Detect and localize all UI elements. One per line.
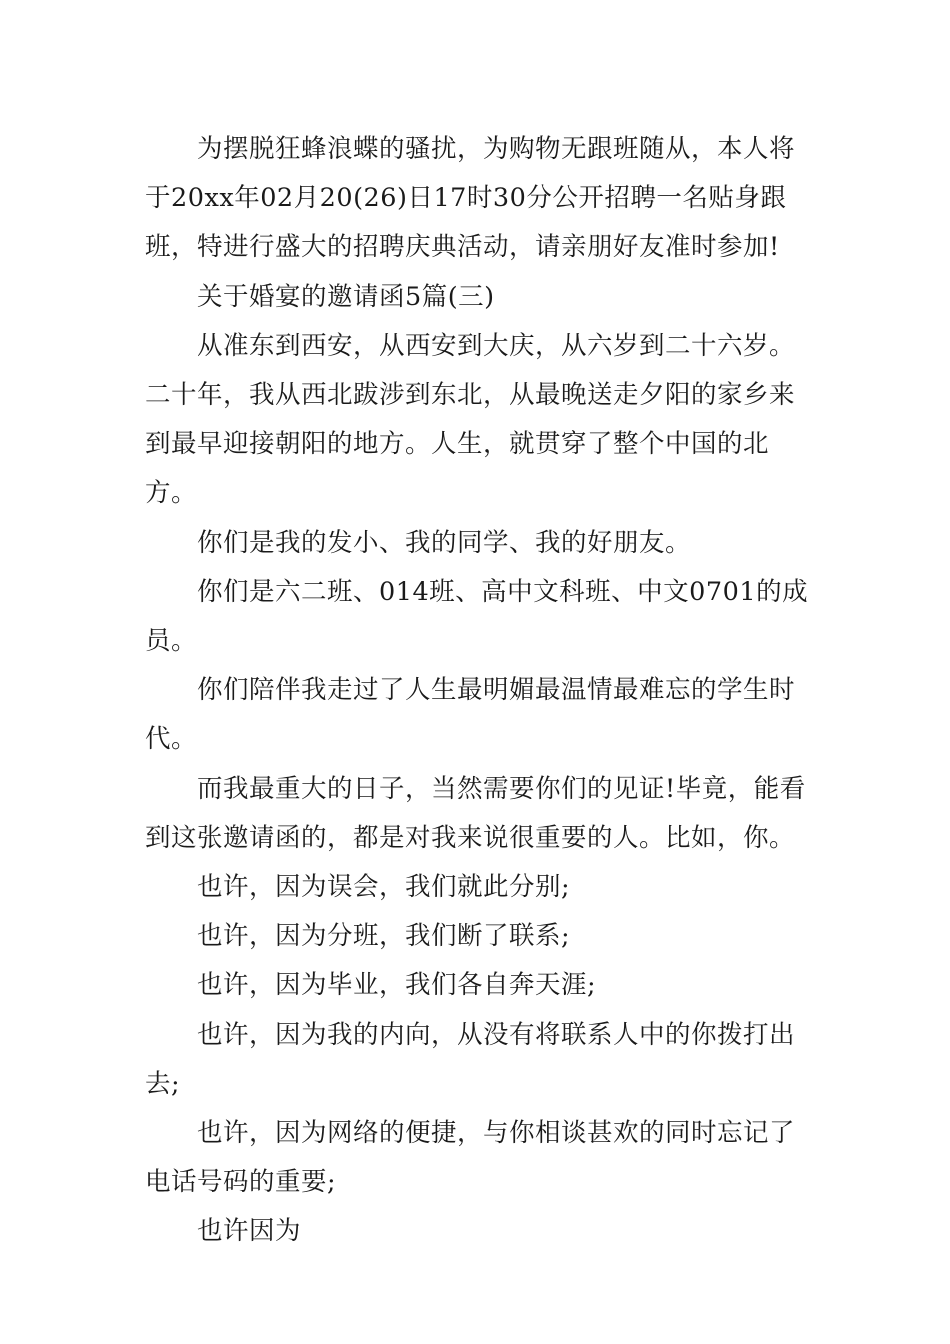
paragraph-journey: 从准东到西安，从西安到大庆，从六岁到二十六岁。二十年，我从西北跋涉到东北，从最晚送走夕阳的家乡来到最早迎接朝阳的地方。人生，就贯穿了整个中国的北方。 <box>145 330 796 509</box>
paragraph-maybe-class-split: 也许，因为分班，我们断了联系; <box>197 921 571 952</box>
paragraph-maybe-graduation: 也许，因为毕业，我们各自奔天涯; <box>197 970 597 1001</box>
paragraph-recruitment: 为摆脱狂蜂浪蝶的骚扰，为购物无跟班随从，本人将于20xx年02月20(26)日17时30分公开招聘一名贴身跟班，特进行盛大的招聘庆典活动，请亲朋好友准时参加! <box>145 134 796 263</box>
document-body <box>145 125 817 1257</box>
paragraph-witness: 而我最重大的日子，当然需要你们的见证!毕竟，能看到这张邀请函的，都是对我来说很重要的人。比如，你。 <box>145 773 806 853</box>
paragraph-student-days: 你们陪伴我走过了人生最明媚最温情最难忘的学生时代。 <box>145 675 796 755</box>
paragraph-friends: 你们是我的发小、我的同学、我的好朋友。 <box>197 527 692 558</box>
paragraph-classes: 你们是六二班、014班、高中文科班、中文0701的成员。 <box>145 576 809 657</box>
paragraph-maybe-introvert: 也许，因为我的内向，从没有将联系人中的你拨打出去; <box>145 1019 796 1099</box>
paragraph-section-heading: 关于婚宴的邀请函5篇(三) <box>197 281 495 312</box>
paragraph-maybe-truncated: 也许因为 <box>197 1216 302 1247</box>
paragraph-maybe-misunderstanding: 也许，因为误会，我们就此分别; <box>197 872 571 903</box>
paragraph-maybe-network: 也许，因为网络的便捷，与你相谈甚欢的同时忘记了电话号码的重要; <box>145 1118 796 1198</box>
